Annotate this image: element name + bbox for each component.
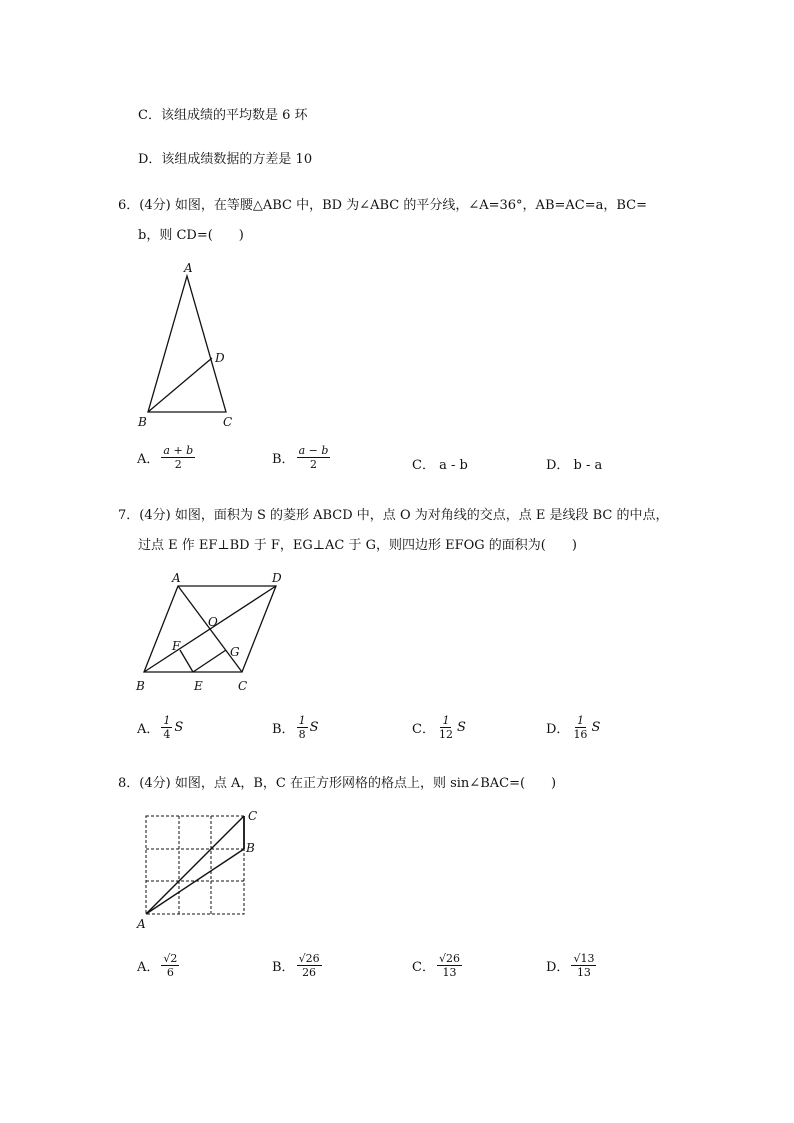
q7-option-d-fraction bbox=[571, 714, 589, 741]
q7-option-d-label: D． bbox=[546, 722, 570, 737]
q7-label-e: E bbox=[194, 679, 203, 693]
q8-option-c-label: C． bbox=[412, 960, 435, 975]
segment-ab bbox=[146, 849, 244, 914]
q8-option-a-num: √2 bbox=[163, 952, 178, 965]
q8-option-a-den: 6 bbox=[166, 966, 174, 979]
q6-label-d: D bbox=[215, 351, 225, 365]
q7-option-c[interactable] bbox=[412, 714, 466, 741]
q8-option-c-num: √26 bbox=[438, 952, 460, 965]
q8-option-a-fraction bbox=[161, 952, 179, 979]
q6-stem-line1: 6．(4分) 如图，在等腰△ABC 中，BD 为∠ABC 的平分线，∠A=36°，AB=AC=a，BC= bbox=[118, 198, 648, 213]
q7-label-d: D bbox=[272, 571, 282, 585]
q7-option-a-num: 1 bbox=[163, 714, 171, 727]
q7-option-c-label: C． bbox=[412, 722, 435, 737]
q7-option-d[interactable] bbox=[546, 714, 600, 741]
q6-label-b: B bbox=[138, 415, 147, 429]
q7-option-b-fraction bbox=[297, 714, 308, 741]
q6-triangle-figure bbox=[130, 258, 250, 434]
q7-label-a: A bbox=[172, 571, 181, 585]
q7-option-d-den: 16 bbox=[573, 728, 588, 741]
segment-ac bbox=[146, 816, 244, 914]
q7-option-b-var: S bbox=[309, 720, 319, 735]
q7-label-c: C bbox=[238, 679, 248, 693]
q6-label-a: A bbox=[184, 261, 193, 275]
q8-option-c[interactable] bbox=[412, 952, 464, 979]
q6-option-b[interactable] bbox=[272, 444, 332, 471]
q6-option-a[interactable] bbox=[137, 444, 197, 471]
q8-option-b-num: √26 bbox=[298, 952, 320, 965]
q7-option-a-den: 4 bbox=[163, 728, 171, 741]
q6-option-a-den: 2 bbox=[174, 458, 182, 471]
q8-option-a[interactable] bbox=[137, 952, 181, 979]
q8-option-b-label: B． bbox=[272, 960, 295, 975]
q8-label-c: C bbox=[248, 809, 258, 823]
segment-ef bbox=[180, 650, 193, 672]
q6-option-b-fraction bbox=[297, 444, 331, 471]
q8-label-a: A bbox=[137, 917, 146, 931]
q7-label-g: G bbox=[230, 645, 240, 659]
q7-option-c-num: 1 bbox=[442, 714, 450, 727]
q8-option-d[interactable] bbox=[546, 952, 598, 979]
q8-option-d-num: √13 bbox=[573, 952, 595, 965]
diagonal-ac bbox=[178, 586, 242, 672]
q7-option-b-label: B． bbox=[272, 722, 295, 737]
q7-option-a[interactable] bbox=[137, 714, 183, 741]
q7-option-c-fraction bbox=[437, 714, 455, 741]
q6-option-b-den: 2 bbox=[309, 458, 317, 471]
q7-option-c-den: 12 bbox=[438, 728, 453, 741]
q6-option-a-num: a + b bbox=[163, 444, 194, 457]
q6-option-b-label: B． bbox=[272, 452, 295, 467]
q8-option-c-fraction bbox=[437, 952, 462, 979]
q8-option-d-fraction bbox=[571, 952, 596, 979]
q7-label-f: F bbox=[172, 639, 181, 653]
segment-eg bbox=[193, 650, 226, 672]
q8-option-b[interactable] bbox=[272, 952, 324, 979]
q7-option-b-den: 8 bbox=[298, 728, 306, 741]
q7-option-d-num: 1 bbox=[576, 714, 584, 727]
q6-stem-line2: b，则 CD=( ) bbox=[138, 228, 244, 243]
q8-label-b: B bbox=[246, 841, 255, 855]
segment-bd bbox=[148, 358, 212, 412]
q7-option-a-var: S bbox=[174, 720, 184, 735]
q8-option-a-label: A． bbox=[137, 960, 160, 975]
q8-option-b-fraction bbox=[297, 952, 322, 979]
q7-rhombus-figure bbox=[130, 566, 290, 698]
q6-option-a-fraction bbox=[161, 444, 195, 471]
q7-option-a-fraction bbox=[161, 714, 172, 741]
q8-grid-figure bbox=[134, 804, 264, 934]
q8-stem-line1: 8．(4分) 如图，点 A，B，C 在正方形网格的格点上，则 sin∠BAC=( ) bbox=[118, 776, 557, 791]
q7-option-c-var: S bbox=[456, 720, 466, 735]
q7-label-o: O bbox=[208, 615, 218, 629]
q6-label-c: C bbox=[223, 415, 233, 429]
q5-option-d: D．该组成绩数据的方差是 10 bbox=[138, 152, 313, 167]
q7-label-b: B bbox=[136, 679, 145, 693]
q6-option-d[interactable]: D． b - a bbox=[546, 458, 603, 473]
q8-option-c-den: 13 bbox=[442, 966, 457, 979]
q7-stem-line2: 过点 E 作 EF⊥BD 于 F，EG⊥AC 于 G，则四边形 EFOG 的面积为( ) bbox=[138, 538, 577, 553]
triangle-abc bbox=[148, 276, 226, 412]
q7-option-b-num: 1 bbox=[298, 714, 306, 727]
q8-option-d-label: D． bbox=[546, 960, 570, 975]
q7-option-d-var: S bbox=[591, 720, 601, 735]
q8-option-b-den: 26 bbox=[302, 966, 317, 979]
q5-option-c: C．该组成绩的平均数是 6 环 bbox=[138, 108, 308, 123]
q7-option-b[interactable] bbox=[272, 714, 318, 741]
q8-option-d-den: 13 bbox=[576, 966, 591, 979]
q6-option-a-label: A． bbox=[137, 452, 160, 467]
q6-option-c[interactable]: C． a - b bbox=[412, 458, 468, 473]
q7-stem-line1: 7．(4分) 如图，面积为 S 的菱形 ABCD 中，点 O 为对角线的交点，点 E 是线段 BC 的中点， bbox=[118, 508, 669, 523]
q7-option-a-label: A． bbox=[137, 722, 160, 737]
q6-option-b-num: a − b bbox=[298, 444, 329, 457]
